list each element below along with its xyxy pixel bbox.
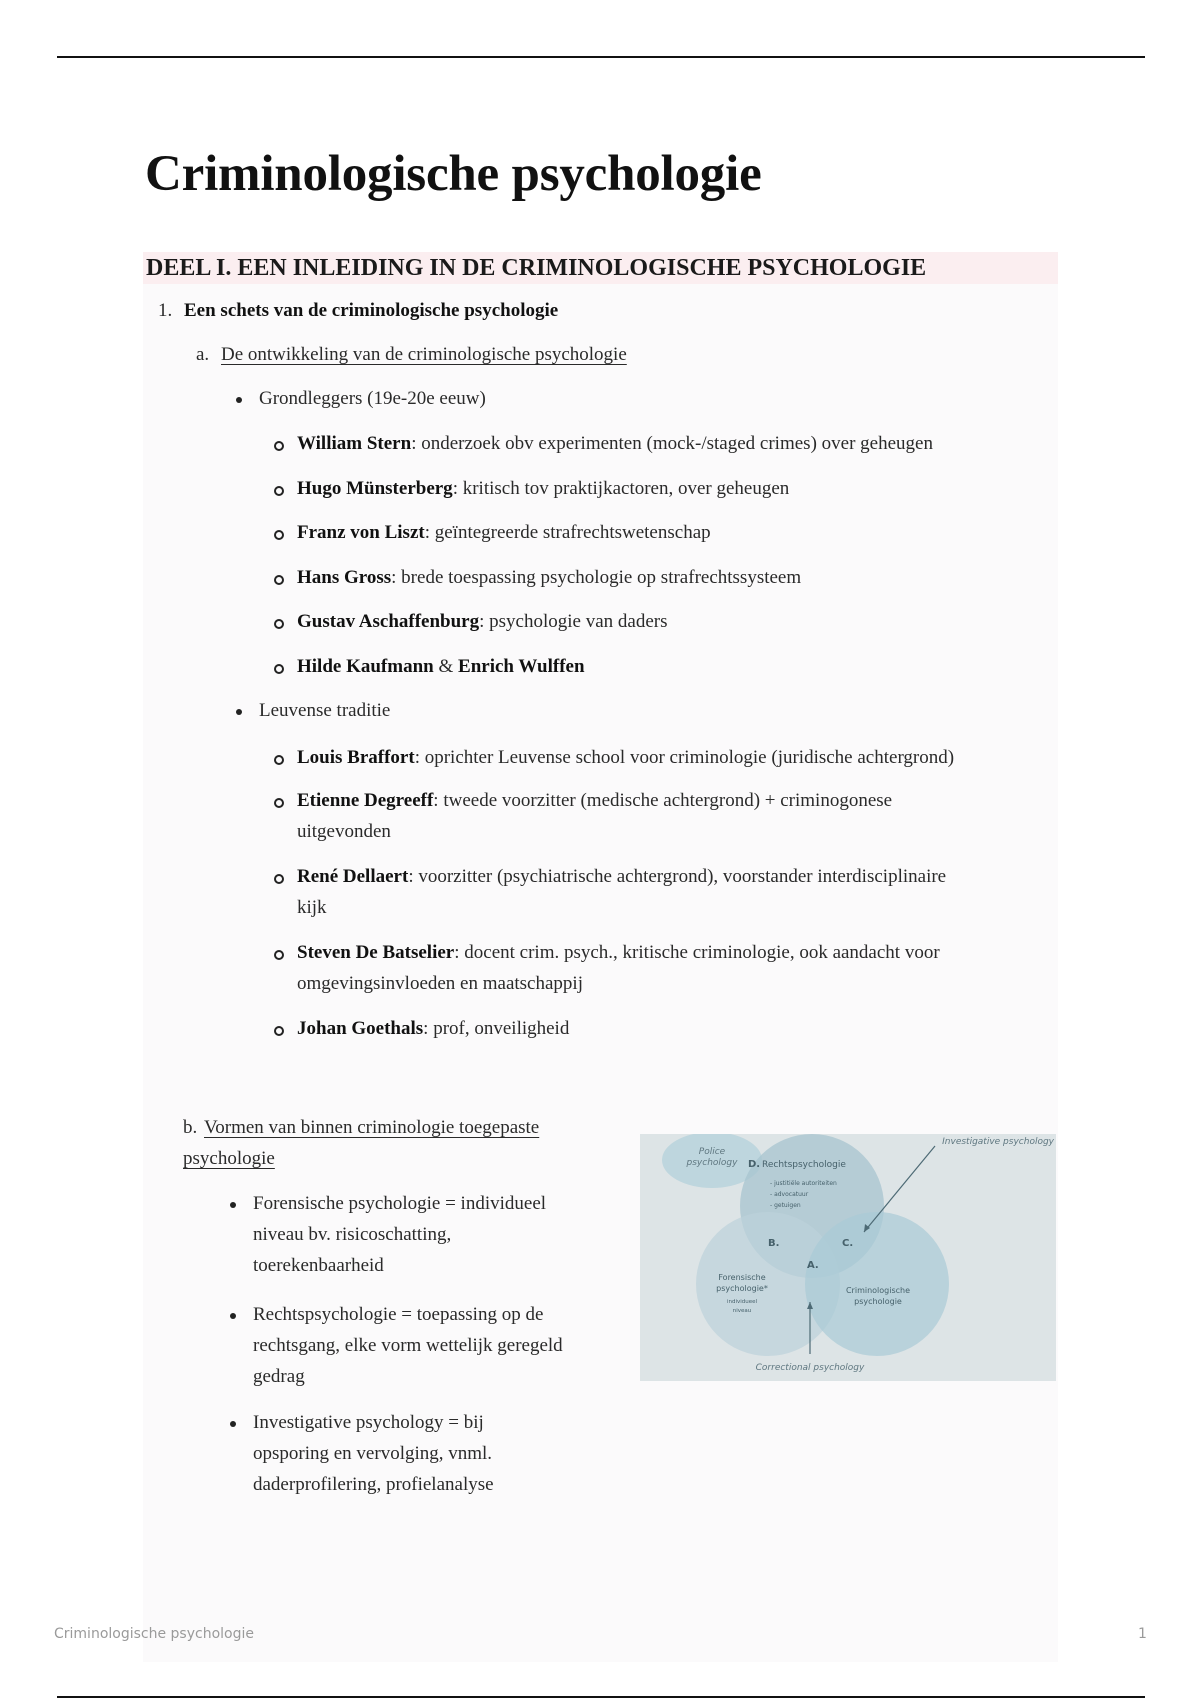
bullet-disc-icon	[236, 397, 242, 403]
list-item-continuation: toerekenbaarheid	[253, 1255, 384, 1276]
list-item: Investigative psychology = bij	[253, 1412, 484, 1433]
label-c: C.	[842, 1238, 854, 1249]
subsection-heading-continuation: psychologie	[183, 1148, 275, 1169]
section-number: 1.	[158, 300, 173, 321]
police-label: psychology	[686, 1158, 738, 1168]
list-item: Johan Goethals: prof, onveiligheid	[297, 1018, 570, 1039]
bullet-circle-icon	[274, 1026, 284, 1036]
venn-diagram-svg	[640, 1134, 1056, 1381]
page-number: 1	[1138, 1626, 1147, 1642]
bullet-disc-icon	[236, 709, 242, 715]
crimino-label: psychologie	[854, 1297, 902, 1306]
rechts-item: - justitiële autoriteiten	[770, 1180, 837, 1187]
subsection-letter: a.	[196, 344, 210, 365]
crimino-label: Criminologische	[845, 1286, 911, 1295]
bullet-circle-icon	[274, 619, 284, 629]
list-item-continuation: daderprofilering, profielanalyse	[253, 1474, 494, 1495]
bullet-disc-icon	[230, 1313, 236, 1319]
subsection-letter: b.	[183, 1117, 198, 1138]
part-heading: DEEL I. EEN INLEIDING IN DE CRIMINOLOGISCHE PSYCHOLOGIE	[143, 252, 1058, 284]
list-item: Forensische psychologie = individueel	[253, 1193, 547, 1214]
list-item: René Dellaert: voorzitter (psychiatrische achtergrond), voorstander interdisciplinaire	[297, 866, 947, 887]
list-item-continuation: rechtsgang, elke vorm wettelijk geregeld	[253, 1335, 563, 1356]
list-item-continuation: gedrag	[253, 1366, 305, 1387]
rechts-item: - getuigen	[770, 1202, 801, 1209]
bullet-circle-icon	[274, 755, 284, 765]
list-item: Leuvense traditie	[259, 700, 391, 721]
rechts-label: Rechtspsychologie	[762, 1160, 846, 1170]
list-item: Rechtspsychologie = toepassing op de	[253, 1304, 544, 1325]
forensisch-item: niveau	[732, 1308, 752, 1314]
forensisch-label: psychologie*	[716, 1284, 768, 1293]
label-a: A.	[807, 1260, 819, 1271]
bullet-circle-icon	[274, 486, 284, 496]
list-item: Gustav Aschaffenburg: psychologie van daders	[297, 611, 668, 632]
correctional-label: Correctional psychology	[755, 1363, 865, 1373]
list-item-continuation: uitgevonden	[297, 821, 391, 842]
list-item: Hugo Münsterberg: kritisch tov praktijkactoren, over geheugen	[297, 478, 790, 499]
bullet-circle-icon	[274, 950, 284, 960]
forensisch-item: individueel	[726, 1299, 758, 1305]
list-item: Louis Braffort: oprichter Leuvense school voor criminologie (juridische achtergrond)	[297, 747, 955, 768]
section-heading: Een schets van de criminologische psychologie	[184, 300, 559, 321]
bullet-disc-icon	[230, 1202, 236, 1208]
bullet-circle-icon	[274, 441, 284, 451]
bullet-circle-icon	[274, 664, 284, 674]
top-rule	[57, 56, 1145, 58]
list-item: Etienne Degreeff: tweede voorzitter (medische achtergrond) + criminogonese	[297, 790, 893, 811]
venn-diagram	[640, 1134, 1056, 1381]
police-label: Police	[698, 1147, 726, 1157]
list-item: Grondleggers (19e-20e eeuw)	[259, 388, 486, 409]
list-item: Franz von Liszt: geïntegreerde strafrechtswetenschap	[297, 522, 711, 543]
bottom-rule	[57, 1696, 1145, 1698]
list-item-continuation: kijk	[297, 897, 327, 918]
label-b: B.	[768, 1238, 780, 1249]
subsection-heading: Vormen van binnen criminologie toegepaste	[204, 1117, 540, 1138]
rechts-item: - advocatuur	[770, 1191, 809, 1198]
bullet-circle-icon	[274, 530, 284, 540]
page-title: Criminologische psychologie	[145, 146, 762, 202]
label-d: D.	[748, 1159, 761, 1170]
list-item: Hans Gross: brede toespassing psychologie op strafrechtssysteem	[297, 567, 802, 588]
list-item-continuation: niveau bv. risicoschatting,	[253, 1224, 452, 1245]
footer-title: Criminologische psychologie	[54, 1626, 254, 1642]
list-item: Hilde Kaufmann & Enrich Wulffen	[297, 656, 585, 677]
list-item-continuation: omgevingsinvloeden en maatschappij	[297, 973, 583, 994]
investigative-label: Investigative psychology	[942, 1137, 1054, 1147]
bullet-disc-icon	[230, 1421, 236, 1427]
bullet-circle-icon	[274, 575, 284, 585]
bullet-circle-icon	[274, 798, 284, 808]
subsection-heading: De ontwikkeling van de criminologische psychologie	[221, 344, 627, 365]
forensisch-label: Forensische	[718, 1273, 766, 1282]
list-item: Steven De Batselier: docent crim. psych., kritische criminologie, ook aandacht voor	[297, 942, 940, 963]
criminologische-psychologie-circle	[805, 1212, 949, 1356]
bullet-circle-icon	[274, 874, 284, 884]
list-item: William Stern: onderzoek obv experimenten (mock-/staged crimes) over geheugen	[297, 433, 933, 454]
list-item-continuation: opsporing en vervolging, vnml.	[253, 1443, 493, 1464]
